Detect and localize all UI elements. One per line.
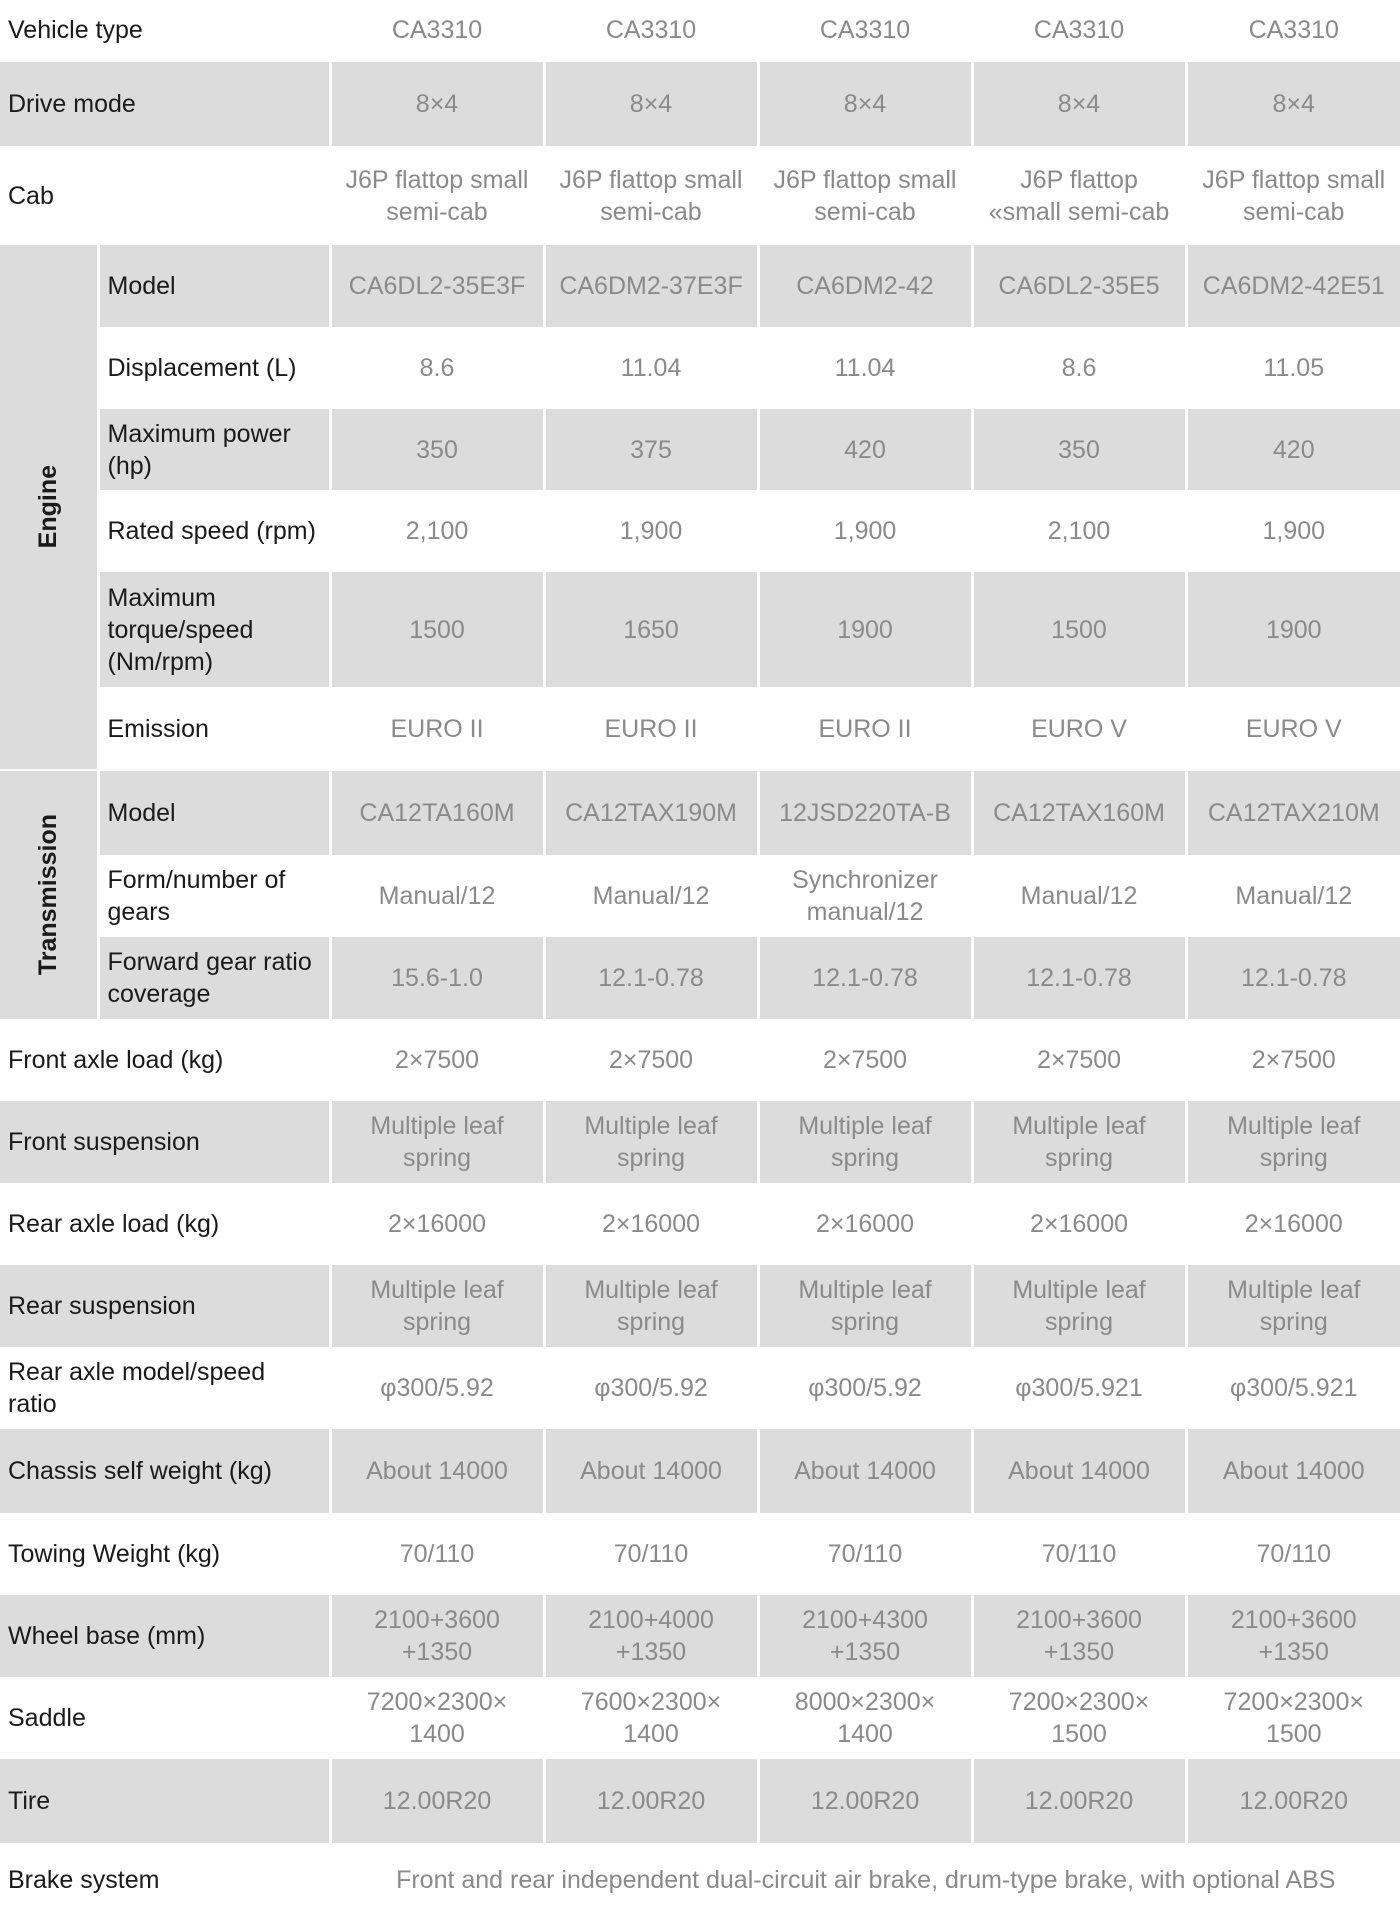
cell-value: EURO V: [972, 688, 1186, 770]
row-label: Emission: [98, 688, 330, 770]
cell-value: CA12TAX210M: [1186, 770, 1400, 856]
cell-value: Multiple leaf spring: [330, 1100, 544, 1184]
cell-value: 12.00R20: [1186, 1758, 1400, 1844]
cell-value: 12.00R20: [544, 1758, 758, 1844]
rear-axle-ratio-row: [0, 1348, 1400, 1428]
cell-value: 7200×2300× 1500: [1186, 1678, 1400, 1758]
tire-row: [0, 1758, 1400, 1844]
cell-value: CA12TA160M: [330, 770, 544, 856]
cell-value: 70/110: [544, 1514, 758, 1594]
engine-label-text: Engine: [33, 465, 62, 549]
row-label: Front axle load (kg): [0, 1020, 330, 1100]
cell-value: CA6DL2-35E3F: [330, 244, 544, 328]
cell-value: 2×16000: [972, 1184, 1186, 1264]
rear-axle-load-row: [0, 1184, 1400, 1264]
cell-value: 2×7500: [972, 1020, 1186, 1100]
cell-value: 2100+3600 +1350: [330, 1594, 544, 1678]
cell-value: 8×4: [1186, 61, 1400, 147]
cell-value: 8×4: [330, 61, 544, 147]
engine-group-label: [0, 244, 98, 770]
engine-emission-row: [0, 688, 1400, 770]
cell-value: 7200×2300× 1400: [330, 1678, 544, 1758]
row-label: Vehicle type: [0, 0, 330, 61]
cell-value: Multiple leaf spring: [544, 1100, 758, 1184]
cell-value: 375: [544, 408, 758, 491]
cell-value: φ300/5.92: [544, 1348, 758, 1428]
cell-value: J6P flattop «small semi-cab: [972, 147, 1186, 244]
cell-value: About 14000: [330, 1428, 544, 1514]
cell-value: Multiple leaf spring: [330, 1264, 544, 1348]
transmission-gears-row: [0, 856, 1400, 936]
cell-value: 12JSD220TA-B: [758, 770, 972, 856]
cell-value: 420: [1186, 408, 1400, 491]
row-label: Rear axle model/speed ratio: [0, 1348, 330, 1428]
cell-value: 2,100: [972, 491, 1186, 571]
cell-value: 2×7500: [330, 1020, 544, 1100]
cell-value: EURO II: [758, 688, 972, 770]
cell-value: Manual/12: [972, 856, 1186, 936]
cell-value: 15.6-1.0: [330, 936, 544, 1020]
row-label: Chassis self weight (kg): [0, 1428, 330, 1514]
cell-value: EURO V: [1186, 688, 1400, 770]
rear-suspension-row: [0, 1264, 1400, 1348]
row-label: Maximum power (hp): [98, 408, 330, 491]
engine-torque-row: [0, 571, 1400, 688]
cell-value: Multiple leaf spring: [758, 1100, 972, 1184]
cell-value: 12.00R20: [758, 1758, 972, 1844]
cell-value: 2×7500: [544, 1020, 758, 1100]
cell-value: 2100+4000 +1350: [544, 1594, 758, 1678]
cell-value: 12.1-0.78: [972, 936, 1186, 1020]
cell-value: 1500: [972, 571, 1186, 688]
cell-value: Manual/12: [544, 856, 758, 936]
row-label: Rated speed (rpm): [98, 491, 330, 571]
cell-value: 11.04: [758, 328, 972, 408]
brake-system-row: [0, 1844, 1400, 1915]
cell-value: Manual/12: [330, 856, 544, 936]
drive-mode-row: [0, 61, 1400, 147]
cell-value: 2×16000: [544, 1184, 758, 1264]
cell-value: About 14000: [972, 1428, 1186, 1514]
cell-value: 8.6: [972, 328, 1186, 408]
cell-value: φ300/5.92: [758, 1348, 972, 1428]
cell-value: J6P flattop small semi-cab: [330, 147, 544, 244]
cell-value: 12.1-0.78: [544, 936, 758, 1020]
cell-value: About 14000: [758, 1428, 972, 1514]
transmission-model-row: [0, 770, 1400, 856]
row-label: Rear suspension: [0, 1264, 330, 1348]
cell-value: 420: [758, 408, 972, 491]
row-label: Form/number of gears: [98, 856, 330, 936]
cell-value: 1650: [544, 571, 758, 688]
cell-value: CA3310: [972, 0, 1186, 61]
cell-value: Multiple leaf spring: [972, 1100, 1186, 1184]
cell-value: 1,900: [1186, 491, 1400, 571]
cell-value: 2,100: [330, 491, 544, 571]
cell-value: CA6DM2-42E51: [1186, 244, 1400, 328]
cell-value: CA6DM2-42: [758, 244, 972, 328]
cell-value: 2×16000: [330, 1184, 544, 1264]
transmission-group-label: [0, 770, 98, 1020]
cell-value: J6P flattop small semi-cab: [758, 147, 972, 244]
row-label: Drive mode: [0, 61, 330, 147]
row-label: Model: [98, 770, 330, 856]
cell-value: Manual/12: [1186, 856, 1400, 936]
row-label: Maximum torque/speed (Nm/rpm): [98, 571, 330, 688]
cell-value: 70/110: [972, 1514, 1186, 1594]
cell-value: 1900: [1186, 571, 1400, 688]
cell-value: 12.00R20: [972, 1758, 1186, 1844]
saddle-row: [0, 1678, 1400, 1758]
row-label: Tire: [0, 1758, 330, 1844]
cell-value: 2100+3600 +1350: [1186, 1594, 1400, 1678]
wheel-base-row: [0, 1594, 1400, 1678]
cell-value: Multiple leaf spring: [972, 1264, 1186, 1348]
cell-value: CA12TAX160M: [972, 770, 1186, 856]
cell-value: Multiple leaf spring: [1186, 1264, 1400, 1348]
cell-value: 11.04: [544, 328, 758, 408]
chassis-weight-row: [0, 1428, 1400, 1514]
cell-value: 2×7500: [758, 1020, 972, 1100]
cell-value: J6P flattop small semi-cab: [544, 147, 758, 244]
cell-value: CA6DM2-37E3F: [544, 244, 758, 328]
engine-rated-speed-row: [0, 491, 1400, 571]
cell-value: 1500: [330, 571, 544, 688]
cell-value: Multiple leaf spring: [1186, 1100, 1400, 1184]
cell-value: 350: [972, 408, 1186, 491]
cell-value: 70/110: [330, 1514, 544, 1594]
cell-value: 8000×2300× 1400: [758, 1678, 972, 1758]
front-axle-load-row: [0, 1020, 1400, 1100]
towing-weight-row: [0, 1514, 1400, 1594]
row-label: Brake system: [0, 1844, 330, 1915]
row-label: Saddle: [0, 1678, 330, 1758]
cell-value: 1900: [758, 571, 972, 688]
row-label: Wheel base (mm): [0, 1594, 330, 1678]
cell-value: 8×4: [544, 61, 758, 147]
cell-value: CA3310: [1186, 0, 1400, 61]
row-label: Towing Weight (kg): [0, 1514, 330, 1594]
cell-value: EURO II: [330, 688, 544, 770]
cell-value: 70/110: [758, 1514, 972, 1594]
row-label: Forward gear ratio coverage: [98, 936, 330, 1020]
cell-value: About 14000: [544, 1428, 758, 1514]
cell-value: Synchronizer manual/12: [758, 856, 972, 936]
engine-power-row: [0, 408, 1400, 491]
row-label: Displacement (L): [98, 328, 330, 408]
cell-value: 1,900: [758, 491, 972, 571]
cell-value: EURO II: [544, 688, 758, 770]
cell-value: Multiple leaf spring: [758, 1264, 972, 1348]
transmission-label-text: Transmission: [33, 814, 62, 976]
cell-value: φ300/5.921: [972, 1348, 1186, 1428]
cell-value: 8.6: [330, 328, 544, 408]
engine-displacement-row: [0, 328, 1400, 408]
cell-value: φ300/5.92: [330, 1348, 544, 1428]
cell-value: CA3310: [758, 0, 972, 61]
cell-value: 11.05: [1186, 328, 1400, 408]
cell-value: 2100+3600 +1350: [972, 1594, 1186, 1678]
row-label: Front suspension: [0, 1100, 330, 1184]
cell-value: φ300/5.921: [1186, 1348, 1400, 1428]
cell-value: 12.1-0.78: [1186, 936, 1400, 1020]
transmission-ratio-row: [0, 936, 1400, 1020]
front-suspension-row: [0, 1100, 1400, 1184]
cell-value: 7200×2300× 1500: [972, 1678, 1186, 1758]
cell-value: 8×4: [972, 61, 1186, 147]
row-label: Rear axle load (kg): [0, 1184, 330, 1264]
cell-value: 1,900: [544, 491, 758, 571]
row-label: Model: [98, 244, 330, 328]
cell-value: 12.1-0.78: [758, 936, 972, 1020]
cell-value: About 14000: [1186, 1428, 1400, 1514]
cell-value: CA6DL2-35E5: [972, 244, 1186, 328]
cell-value: 8×4: [758, 61, 972, 147]
vehicle-type-row: [0, 0, 1400, 61]
cab-row: [0, 147, 1400, 244]
cell-value: CA3310: [544, 0, 758, 61]
cell-value: 2×16000: [1186, 1184, 1400, 1264]
cell-value: J6P flattop small semi-cab: [1186, 147, 1400, 244]
cell-value: CA12TAX190M: [544, 770, 758, 856]
brake-system-value: Front and rear independent dual-circuit air brake, drum-type brake, with optional ABS: [330, 1844, 1400, 1915]
cell-value: 2×16000: [758, 1184, 972, 1264]
cell-value: 12.00R20: [330, 1758, 544, 1844]
row-label: Cab: [0, 147, 330, 244]
cell-value: 70/110: [1186, 1514, 1400, 1594]
cell-value: 7600×2300× 1400: [544, 1678, 758, 1758]
cell-value: Multiple leaf spring: [544, 1264, 758, 1348]
cell-value: 2100+4300 +1350: [758, 1594, 972, 1678]
cell-value: 350: [330, 408, 544, 491]
cell-value: CA3310: [330, 0, 544, 61]
cell-value: 2×7500: [1186, 1020, 1400, 1100]
engine-model-row: [0, 244, 1400, 328]
